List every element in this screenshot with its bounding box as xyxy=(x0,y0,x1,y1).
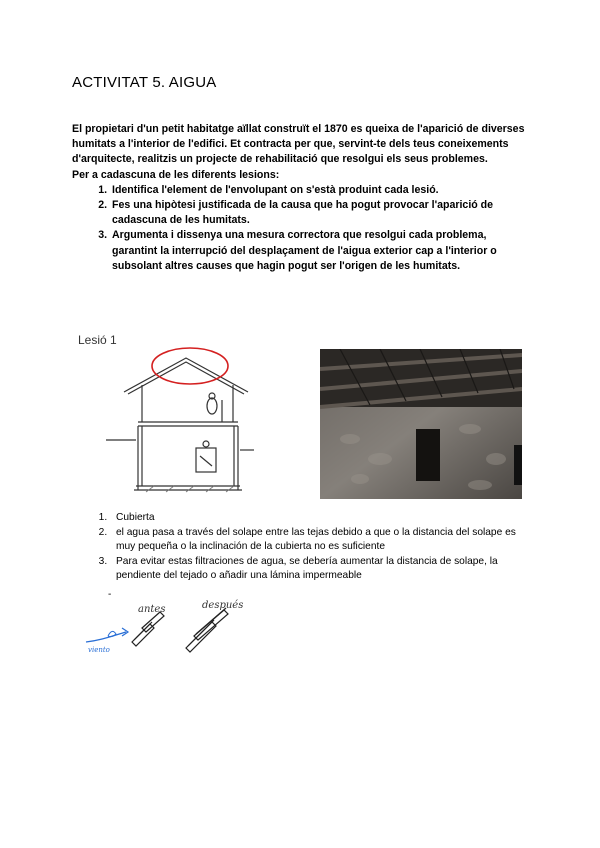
page-title: ACTIVITAT 5. AIGUA xyxy=(72,74,217,91)
answer-item: 1. Cubierta xyxy=(110,511,530,526)
wind-arrow xyxy=(86,632,126,642)
after-label: después xyxy=(202,600,244,611)
instructions-list xyxy=(72,183,532,274)
intro-paragraph: El propietari d'un petit habitatge aïllat construït el 1870 es queixa de l'aparició de diverses humitats a l'interior de l'edifici. Et contracta per que, servint-te dels teus coneixements d'arquitecte, realitzis un projecte de rehabilitació que resolgui els seus problemes. xyxy=(72,123,525,166)
answers-list xyxy=(90,511,530,584)
after-tiles xyxy=(186,608,228,652)
before-tiles xyxy=(132,612,164,646)
answer-item: 3. Para evitar estas filtraciones de agua, se debería aumentar la distancia de solape, la pendiente del tejado o añadir una lámina impermeable xyxy=(110,555,530,584)
highlight-circle xyxy=(152,348,228,384)
instruction-item: 1. Identifica l'element de l'envolupant on s'està produint cada lesió. xyxy=(110,183,532,198)
house-section-sketch xyxy=(76,330,256,500)
wind-label: viento xyxy=(88,646,110,654)
assignment-text xyxy=(72,122,532,274)
before-label: antes xyxy=(138,604,166,615)
tile-overlap-sketch xyxy=(82,596,262,664)
attic-photo xyxy=(320,349,522,499)
instructions-lead: Per a cadascuna de les diferents lesions: xyxy=(72,168,280,181)
lesion-label: Lesió 1 xyxy=(78,333,117,347)
dash-mark: - xyxy=(108,589,112,600)
instruction-item: 2. Fes una hipòtesi justificada de la causa que ha pogut provocar l'aparició de cadascuna de les humitats. xyxy=(110,198,532,228)
instruction-item: 3. Argumenta i dissenya una mesura correctora que resolgui cada problema, garantint la interrupció del desplaçament de l'aigua exterior cap a l'interior o subsolant altres causes que hagin pogut ser l'origen de les humitats. xyxy=(110,228,532,274)
answer-item: 2. el agua pasa a través del solape entre las tejas debido a que o la distancia del solape es muy pequeña o la inclinación de la cubierta no es suficiente xyxy=(110,526,530,555)
